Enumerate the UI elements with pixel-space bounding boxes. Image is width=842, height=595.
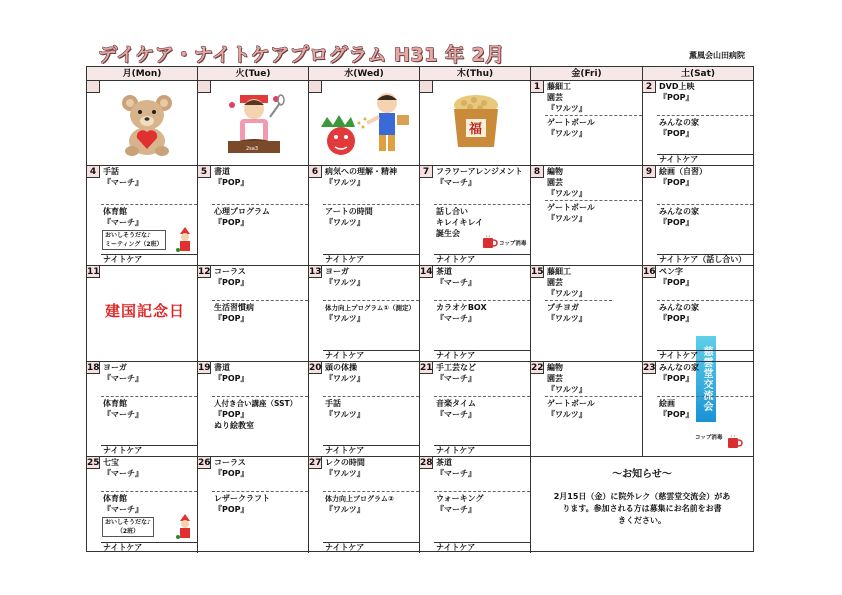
day-number: 13 <box>309 267 322 277</box>
activity-1-group: 『POP』 <box>214 178 249 187</box>
day-number: 14 <box>420 267 433 277</box>
day-number <box>420 81 433 93</box>
divider <box>545 200 642 201</box>
activity-2-group: 『ワルツ』 <box>547 129 587 138</box>
day-number: 20 <box>309 363 322 373</box>
activity-2-group: 『マーチ』 <box>436 410 476 419</box>
chocolate-baking-icon <box>218 87 290 157</box>
night-care: ナイトケア <box>323 350 419 361</box>
activity-2-group: 『POP』 <box>214 505 249 514</box>
activity-2-group: 『マーチ』 <box>103 410 143 419</box>
day-number: 22 <box>531 363 544 373</box>
activity-1-sub: 園芸 <box>547 278 563 287</box>
night-care: ナイトケア <box>434 254 530 265</box>
night-care: ナイトケア <box>101 445 197 456</box>
activity-1-group: 『ワルツ』 <box>325 374 365 383</box>
divider <box>323 300 419 301</box>
day-number: 25 <box>87 458 100 468</box>
day-number <box>198 81 211 93</box>
activity-1-group: 『POP』 <box>659 374 694 383</box>
night-care: ナイトケア <box>657 154 753 165</box>
week3-wed <box>309 266 420 362</box>
activity-1: ヨーガ <box>325 267 349 276</box>
activity-2: 絵画 <box>659 399 675 408</box>
activity-1-group: 『マーチ』 <box>436 469 476 478</box>
week3-tue <box>198 266 309 362</box>
day-number: 27 <box>309 458 322 468</box>
day-header-sat: 土(Sat) <box>643 67 753 81</box>
activity-1: 書道 <box>214 167 230 176</box>
activity-2: 体力向上プログラム①（測定） <box>325 304 415 312</box>
teddy-bear-icon <box>117 91 177 157</box>
day-number: 8 <box>531 166 544 178</box>
activity-2: アートの時間 <box>325 207 373 216</box>
mug-icon <box>727 435 743 449</box>
activity-1-group: 『ワルツ』 <box>325 278 365 287</box>
activity-2: 体育館 <box>103 494 127 503</box>
activity-1: フラワーアレンジメント <box>436 167 523 176</box>
day-header-wed: 水(Wed) <box>309 67 420 81</box>
day-header-mon: 月(Mon) <box>87 67 198 81</box>
activity-1-group: 『マーチ』 <box>103 469 143 478</box>
activity-2-group: 『ワルツ』 <box>325 218 365 227</box>
svg-text:2sa3: 2sa3 <box>246 146 259 152</box>
cup-sanitize-note: コップ消毒 <box>695 435 723 441</box>
day-header-tue: 火(Tue) <box>198 67 309 81</box>
activity-2-group: 『ワルツ』 <box>325 505 365 514</box>
activity-1-group: 『ワルツ』 <box>325 178 365 187</box>
activity-2: ゲートボール <box>547 399 595 408</box>
week4-wed <box>309 362 420 457</box>
activity-2: みんなの家 <box>659 207 699 216</box>
week5-wed <box>309 457 420 553</box>
night-care: ナイトケア <box>323 445 419 456</box>
note-line-2: ミーティング（2班） <box>105 241 163 248</box>
activity-1: ペン字 <box>659 267 683 276</box>
activity-2-group: 『ワルツ』 <box>547 410 587 419</box>
activity-1: 手工芸など <box>436 363 476 372</box>
activity-1: 藤細工 <box>547 82 571 91</box>
note-line-1: おいしそうだな♪ <box>105 232 151 239</box>
activity-2: 体力向上プログラム② <box>325 495 394 503</box>
activity-2-group: 『ワルツ』 <box>325 314 365 323</box>
activity-2-sub: キレイキレイ <box>436 218 484 227</box>
divider <box>212 491 308 492</box>
week4-thu <box>420 362 531 457</box>
activity-1-group: 『POP』 <box>659 178 694 187</box>
day-number: 19 <box>198 363 211 373</box>
activity-2-group: 『ワルツ』 <box>325 410 365 419</box>
week4-tue <box>198 362 309 457</box>
activity-2-group: 『マーチ』 <box>436 505 476 514</box>
day-number: 26 <box>198 458 211 468</box>
activity-2-group: 『マーチ』 <box>103 505 143 514</box>
day-number <box>87 81 100 93</box>
activity-1: 手話 <box>103 167 119 176</box>
night-care: ナイトケア <box>434 350 530 361</box>
activity-2-group: 『POP』 <box>659 129 694 138</box>
activity-2: みんなの家 <box>659 303 699 312</box>
week1-fri <box>531 81 643 166</box>
week2-fri <box>531 166 643 266</box>
activity-2: 人付き合い講座（SST） <box>214 399 298 408</box>
setsubun-bean-throwing-icon <box>319 89 415 161</box>
night-care: ナイトケア <box>434 542 530 553</box>
week1-sat <box>643 81 753 166</box>
week1-wed <box>309 81 420 166</box>
activity-1: 書道 <box>214 363 230 372</box>
week4-mon <box>87 362 198 457</box>
activity-1-group: 『ワルツ』 <box>547 104 587 113</box>
day-number: 18 <box>87 363 100 373</box>
day-number: 12 <box>198 267 211 277</box>
week2-thu <box>420 166 531 266</box>
activity-1-group: 『POP』 <box>214 469 249 478</box>
day-number: 9 <box>643 166 656 178</box>
divider <box>434 491 530 492</box>
day-number: 2 <box>643 81 656 93</box>
activity-2: 話し合い <box>436 207 468 216</box>
cup-sanitize-note: コップ消毒 <box>499 241 527 247</box>
week2-wed <box>309 166 420 266</box>
activity-1: 茶道 <box>436 458 452 467</box>
divider <box>657 396 753 397</box>
fuku-beans-box-icon <box>448 91 504 151</box>
activity-1: 絵画（自習） <box>659 167 707 176</box>
activity-2: 生活習慣病 <box>214 303 254 312</box>
week5-tue <box>198 457 309 553</box>
notice-line-3: きください。 <box>618 516 666 525</box>
activity-1-group: 『ワルツ』 <box>547 189 587 198</box>
activity-2: 音楽タイム <box>436 399 476 408</box>
activity-2: レザークラフト <box>214 494 270 503</box>
day-header-thu: 木(Thu) <box>420 67 531 81</box>
activity-1: みんなの家 <box>659 363 699 372</box>
activity-1-sub: 園芸 <box>547 374 563 383</box>
divider <box>323 396 419 397</box>
activity-2-group: 『ワルツ』 <box>547 314 587 323</box>
day-number: 21 <box>420 363 433 373</box>
week2-mon <box>87 166 198 266</box>
day-number: 5 <box>198 166 211 178</box>
week3-mon <box>87 266 198 362</box>
meeting-note <box>102 517 154 537</box>
activity-1-group: 『マーチ』 <box>103 178 143 187</box>
activity-1-group: 『マーチ』 <box>436 278 476 287</box>
week1-thu <box>420 81 531 166</box>
activity-1-group: 『マーチ』 <box>436 374 476 383</box>
meeting-note <box>102 230 166 250</box>
santa-figure-icon <box>175 226 195 254</box>
activity-1: 病気への理解・精神 <box>325 167 397 176</box>
week2-sat <box>643 166 753 266</box>
activity-1-group: 『マーチ』 <box>103 374 143 383</box>
night-care: ナイトケア <box>101 254 197 265</box>
mug-icon <box>482 235 498 249</box>
day-number: 15 <box>531 267 544 277</box>
divider <box>101 204 197 205</box>
divider <box>434 300 530 301</box>
divider <box>212 300 308 301</box>
week2-tue <box>198 166 309 266</box>
activity-1-sub: 園芸 <box>547 93 563 102</box>
activity-1-group: 『POP』 <box>659 93 694 102</box>
hospital-name: 薫風会山田病院 <box>689 51 745 60</box>
activity-1: 七宝 <box>103 458 119 467</box>
week5-mon <box>87 457 198 553</box>
notice-box <box>531 457 753 553</box>
activity-1: DVD上映 <box>659 82 695 91</box>
activity-1-group: 『ワルツ』 <box>547 385 587 394</box>
day-number: 7 <box>420 166 433 178</box>
note-line-2: （2班） <box>116 528 140 535</box>
night-care: ナイトケア <box>657 350 753 361</box>
activity-2-group: 『マーチ』 <box>103 218 143 227</box>
night-care: ナイトケア <box>323 254 419 265</box>
santa-figure-icon <box>175 513 195 541</box>
divider <box>323 491 419 492</box>
day-number: 6 <box>309 166 322 178</box>
holiday-label: 建国記念日 <box>105 302 186 320</box>
calendar <box>86 66 754 552</box>
svg-text:福: 福 <box>469 122 483 137</box>
activity-2: 手話 <box>325 399 341 408</box>
night-care: ナイトケア <box>434 445 530 456</box>
divider <box>657 204 753 205</box>
note-line-1: おいしそうだな♪ <box>105 519 151 526</box>
page-title: デイケア・ナイトケアプログラム H31 年 2月 <box>98 44 505 66</box>
week3-sat <box>643 266 753 362</box>
divider <box>212 396 308 397</box>
divider <box>212 204 308 205</box>
activity-1-sub: 園芸 <box>547 178 563 187</box>
divider <box>545 300 612 301</box>
activity-2: 体育館 <box>103 207 127 216</box>
activity-2: ゲートボール <box>547 118 595 127</box>
divider <box>657 300 753 301</box>
day-number: 4 <box>87 166 100 178</box>
activity-2: 体育館 <box>103 399 127 408</box>
activity-1-group: 『マーチ』 <box>436 178 476 187</box>
activity-2: プチヨガ <box>547 303 579 312</box>
exchange-event-banner: 慈雲堂交流会 <box>696 336 716 422</box>
activity-1-group: 『POP』 <box>214 374 249 383</box>
week5-thu <box>420 457 531 553</box>
divider <box>101 396 197 397</box>
activity-2: みんなの家 <box>659 118 699 127</box>
night-care: ナイトケア <box>323 542 419 553</box>
activity-1: 藤細工 <box>547 267 571 276</box>
activity-1: ヨーガ <box>103 363 127 372</box>
activity-2-group: 『マーチ』 <box>436 314 476 323</box>
day-number: 28 <box>420 458 433 468</box>
notice-line-2: ります。参加される方は募集にお名前をお書 <box>562 504 722 513</box>
activity-1-group: 『POP』 <box>214 278 249 287</box>
activity-2-extra: ぬり絵教室 <box>214 421 254 430</box>
activity-2-group: 『POP』 <box>214 314 249 323</box>
week1-tue <box>198 81 309 166</box>
activity-2-group: 『ワルツ』 <box>547 214 587 223</box>
activity-2-group: 『POP』 <box>659 218 694 227</box>
activity-1: 編物 <box>547 363 563 372</box>
activity-1: レクの時間 <box>325 458 365 467</box>
divider <box>434 204 530 205</box>
divider <box>545 115 642 116</box>
activity-1: コーラス <box>214 267 246 276</box>
week1-mon <box>87 81 198 166</box>
activity-1-group: 『ワルツ』 <box>547 289 587 298</box>
day-number: 23 <box>643 363 656 373</box>
night-care: ナイトケア <box>101 542 197 553</box>
night-care: ナイトケア（話し合い） <box>657 254 753 265</box>
activity-2: ウォーキング <box>436 494 484 503</box>
activity-1: 茶道 <box>436 267 452 276</box>
divider <box>434 396 530 397</box>
notice-line-1: 2月15日（金）に院外レク（慈雲堂交流会）があ <box>553 492 731 501</box>
week3-thu <box>420 266 531 362</box>
activity-2: カラオケBOX <box>436 303 487 312</box>
activity-2: ゲートボール <box>547 203 595 212</box>
activity-2: 心理プログラム <box>214 207 270 216</box>
activity-1-group: 『POP』 <box>659 278 694 287</box>
activity-2-group: 『POP』 <box>214 218 249 227</box>
notice-title: ～お知らせ～ <box>612 469 672 480</box>
divider <box>101 491 197 492</box>
divider <box>657 115 753 116</box>
activity-2-extra: 誕生会 <box>436 229 460 238</box>
activity-1: 頭の体操 <box>325 363 357 372</box>
activity-2-group: 『POP』 <box>659 314 694 323</box>
activity-1: 編物 <box>547 167 563 176</box>
day-number: 11 <box>87 267 100 277</box>
week3-fri <box>531 266 643 362</box>
day-number: 1 <box>531 81 544 93</box>
activity-1: コーラス <box>214 458 246 467</box>
activity-2-group: 『POP』 <box>214 410 249 419</box>
activity-2-group: 『POP』 <box>659 410 694 419</box>
week4-fri <box>531 362 643 457</box>
day-number: 16 <box>643 267 656 277</box>
day-header-fri: 金(Fri) <box>531 67 643 81</box>
divider <box>323 204 419 205</box>
divider <box>545 396 642 397</box>
activity-1-group: 『ワルツ』 <box>325 469 365 478</box>
week4-sat <box>643 362 753 457</box>
